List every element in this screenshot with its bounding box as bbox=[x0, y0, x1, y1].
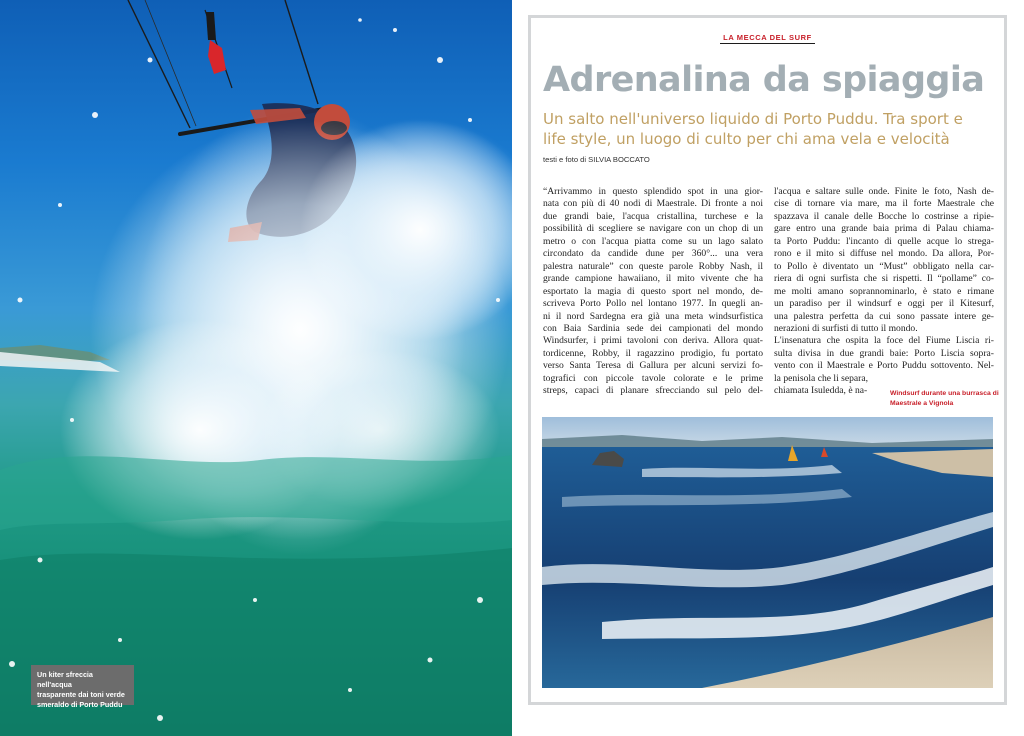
text-line: metro o con l'acqua piatta come su un lago salato bbox=[543, 235, 763, 247]
text-line: un paradiso per il windsurf e oggi per il Kitesurf, bbox=[774, 298, 994, 310]
text-line: grande campione hawaiiano, il mito vivente che ha bbox=[543, 273, 763, 285]
left-photo-caption-line: trasparente dai toni verde bbox=[37, 690, 125, 699]
text-line: una palestra perfetta da cui sono passate intere ge- bbox=[774, 310, 994, 322]
text-line: me molti amano soprannominarlo, è stato e rimane bbox=[774, 285, 994, 297]
article-column-1 bbox=[543, 186, 763, 398]
text-line: rono e il mito si diffuse nel mondo. Da allora, Por- bbox=[774, 248, 994, 260]
right-photo-caption-line: Windsurf durante una burrasca di bbox=[890, 390, 999, 397]
article-title: Adrenalina da spiaggia bbox=[543, 60, 985, 100]
right-photo-caption bbox=[890, 389, 1005, 409]
windsurf-storm-photo-illustration bbox=[542, 417, 993, 688]
text-line: spazzava il canale delle Bocche lo costrinse a ripie- bbox=[774, 210, 994, 222]
text-line: “Arrivammo in questo splendido spot in una gior- bbox=[543, 186, 763, 197]
text-line: la penisola che li separa, bbox=[774, 372, 869, 384]
text-line: nerazioni di surfisti di tutto il mondo. bbox=[774, 322, 918, 334]
text-line: possibilità di scegliere se navigare con un chop di un bbox=[543, 223, 763, 235]
text-line: ni il nord Sardegna era già una meta windsurfistica bbox=[543, 310, 763, 322]
text-line: circondato da candide dune per 360°... una vera bbox=[543, 248, 763, 260]
text-line: to Pollo è diventato un “Must” obbligato nella car- bbox=[774, 260, 994, 272]
left-photo-caption bbox=[31, 665, 134, 709]
text-line: tordicenne, Robby, il ragazzino prodigio, fu portato bbox=[543, 347, 763, 359]
text-line: nata con più di 40 nodi di Maestrale. Di fronte a noi bbox=[543, 198, 763, 210]
text-line: ta Porto Puddu: l'incanto di quelle acque lo strega- bbox=[774, 235, 994, 247]
text-line: scriveva Porto Pollo nel lontano 1977. In quegli an- bbox=[543, 298, 763, 310]
text-line: streps, capaci di planare sfrecciando sul pelo del- bbox=[543, 385, 763, 397]
article-column-2 bbox=[774, 186, 994, 398]
text-line: vento con il Maestrale e Porto Puddu sottovento. Nel- bbox=[774, 360, 994, 372]
text-line: esportato la magia di questo sport nel mondo, de- bbox=[543, 285, 763, 297]
text-line: L'insenatura che ospita la foce del Fiume Liscia ri- bbox=[774, 335, 994, 347]
text-line: Windsurfer, i primi tavoloni con deriva. Allora quat- bbox=[543, 335, 763, 347]
text-line: verso Santa Teresa di Gallura per alcuni servizi fo- bbox=[543, 360, 763, 372]
text-line: sulta divisa in due grandi baie: Porto Liscia sopra- bbox=[774, 347, 994, 359]
text-line: palestra naturale” con queste parole Robby Nash, il bbox=[543, 260, 763, 272]
text-line: tografici con piccole tavole colorate e le prime bbox=[543, 372, 763, 384]
text-line: due grandi baie, l'acqua cristallina, turchese e la bbox=[543, 210, 763, 222]
left-photo-caption-line: smeraldo di Porto Puddu bbox=[37, 700, 123, 709]
right-photo-caption-line: Maestrale a Vignola bbox=[890, 400, 954, 407]
article-byline: testi e foto di SILVIA BOCCATO bbox=[543, 155, 650, 164]
text-line: cise di tornare via mare, ma il forte Maestrale che bbox=[774, 198, 994, 210]
text-line: l'acqua e saltare sulle onde. Finite le foto, Nash de- bbox=[774, 186, 994, 197]
section-kicker: LA MECCA DEL SURF bbox=[720, 33, 815, 44]
article-subtitle: Un salto nell'universo liquido di Porto Puddu. Tra sport e life style, un luogo di culto per chi ama vela e velocità bbox=[543, 110, 963, 148]
left-photo-caption-line: Un kiter sfreccia nell'acqua bbox=[37, 670, 93, 689]
text-line: riera di ogni surfista che si rispetti. Il “pollame” co- bbox=[774, 273, 994, 285]
text-line: chiamata Isuledda, è na- bbox=[774, 385, 868, 397]
text-line: con Baia Sardinia sede dei campionati del mondo bbox=[543, 322, 763, 334]
text-line: gare entro una grande baia prima di Palau chiama- bbox=[774, 223, 994, 235]
windsurf-storm-photo bbox=[542, 417, 993, 688]
